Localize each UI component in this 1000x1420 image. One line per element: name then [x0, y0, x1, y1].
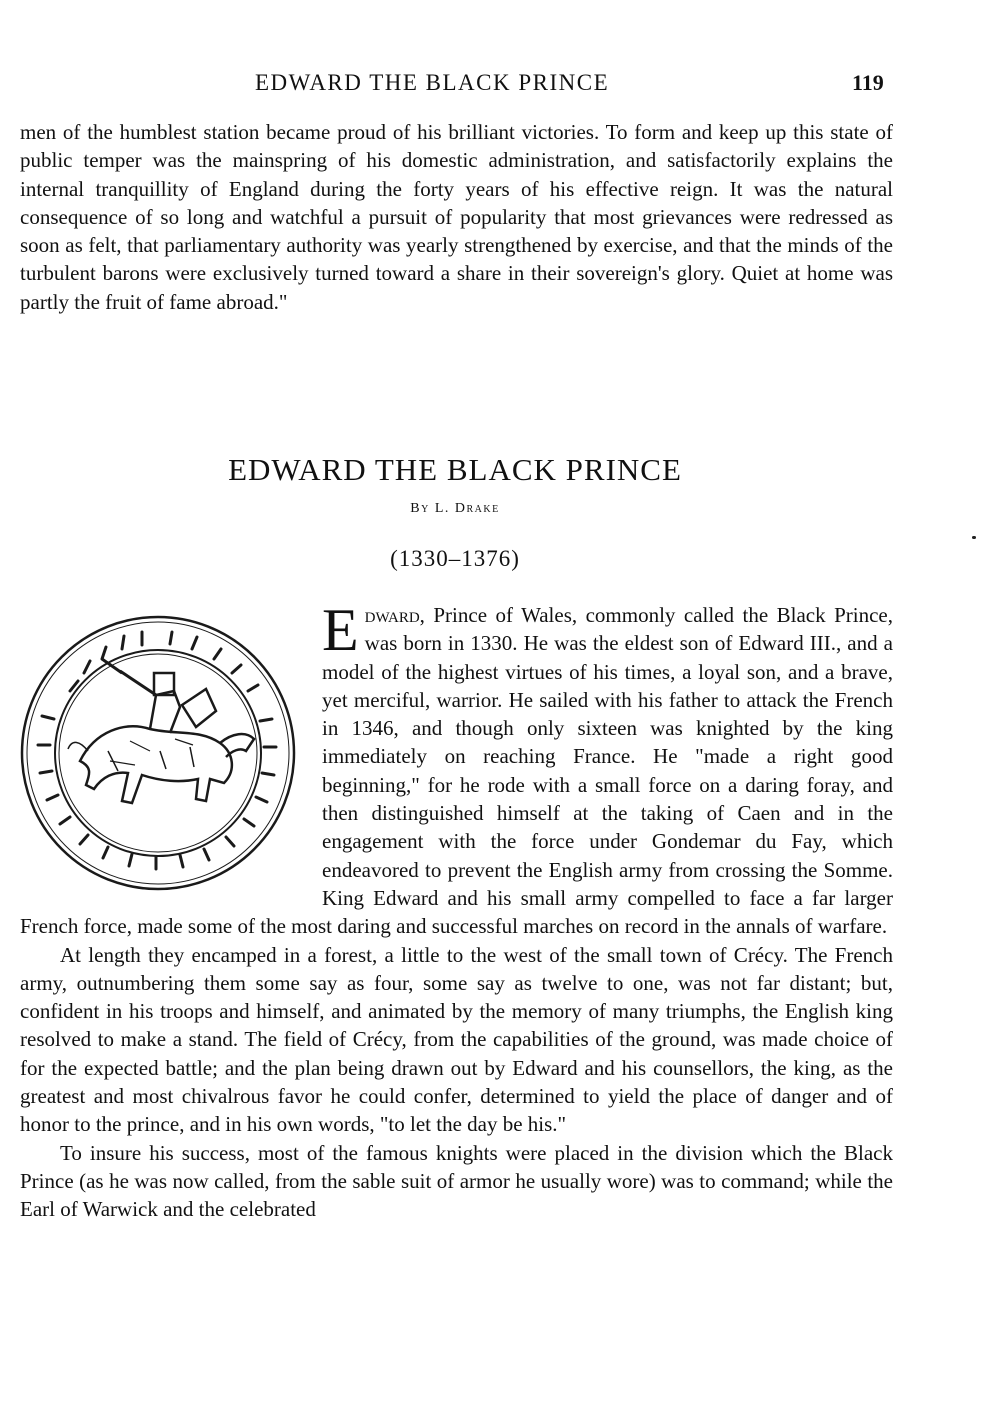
article-byline: By L. Drake: [410, 501, 500, 516]
continued-paragraph: [20, 118, 893, 316]
article-paragraph-1: Prince of Wales, commonly called the Black Prince, was born in 1330. He was the eldest son of Edward III., and a model of the highest virtues of his times, a loyal son, and a brave, yet merciful, warrior. He sailed with his father to attack the French in 1346, and though only sixteen was knighted by the king immediately on reaching France. He "made a right good beginning," for he rode with a small force on a daring foray, and then distinguished himself at the taking of Caen and in the engagement with the force under Gondemar du Fay, which endeavored to prevent the English army from crossing the Somme. King Edward and his small army compelled to face a far larger French force, made some of the most daring and successful marches on record in the annals of warfare.: [20, 603, 893, 939]
article-body: [20, 597, 893, 1224]
page-number: 119: [852, 70, 884, 95]
article-dates: (1330–1376): [390, 546, 520, 571]
article-title: EDWARD THE BLACK PRINCE: [228, 452, 682, 487]
continued-paragraph-text: men of the humblest station became proud of his brilliant victories. To form and keep up this state of public temper was the mainspring of his domestic administration, and satisfactorily explains the internal tranquillity of England during the forty years of his effective reign. It was the natural consequence of so long and watchful a pursuit of popularity that most grievances were redressed as soon as felt, that parliamentary authority was yearly strengthened by exercise, and that the minds of the turbulent barons were exclusively turned toward a share in their sovereign's glory. Quiet at home was partly the fruit of fame abroad.": [20, 120, 893, 314]
running-head: [0, 70, 1000, 100]
margin-mark: [972, 536, 976, 539]
article-paragraph-3: To insure his success, most of the famous knights were placed in the division which the Black Prince (as he was now called, from the sable suit of armor he usually wore) was to command; while the Earl of Warwick and the celebrated: [20, 1140, 893, 1222]
article-first-word: dward,: [364, 603, 425, 627]
running-title: EDWARD THE BLACK PRINCE: [255, 70, 610, 95]
seal-illustration: [10, 611, 310, 901]
article-paragraph-2: At length they encamped in a forest, a little to the west of the small town of Crécy. The French army, outnumbering them some say as four, some say as twelve to one, was not far distant; but, confident in his troops and himself, and animated by the memory of many triumphs, the English king resolved to make a stand. The field of Crécy, from the capabilities of the ground, was made choice of for the expected battle; and the plan being drawn out by Edward and his counsellors, the king, as the greatest and most chivalrous favor he could confer, determined to yield the place of danger and of honor to the prince, and in his own words, "to let the day be his.": [20, 942, 893, 1137]
drop-cap: E: [322, 597, 359, 663]
